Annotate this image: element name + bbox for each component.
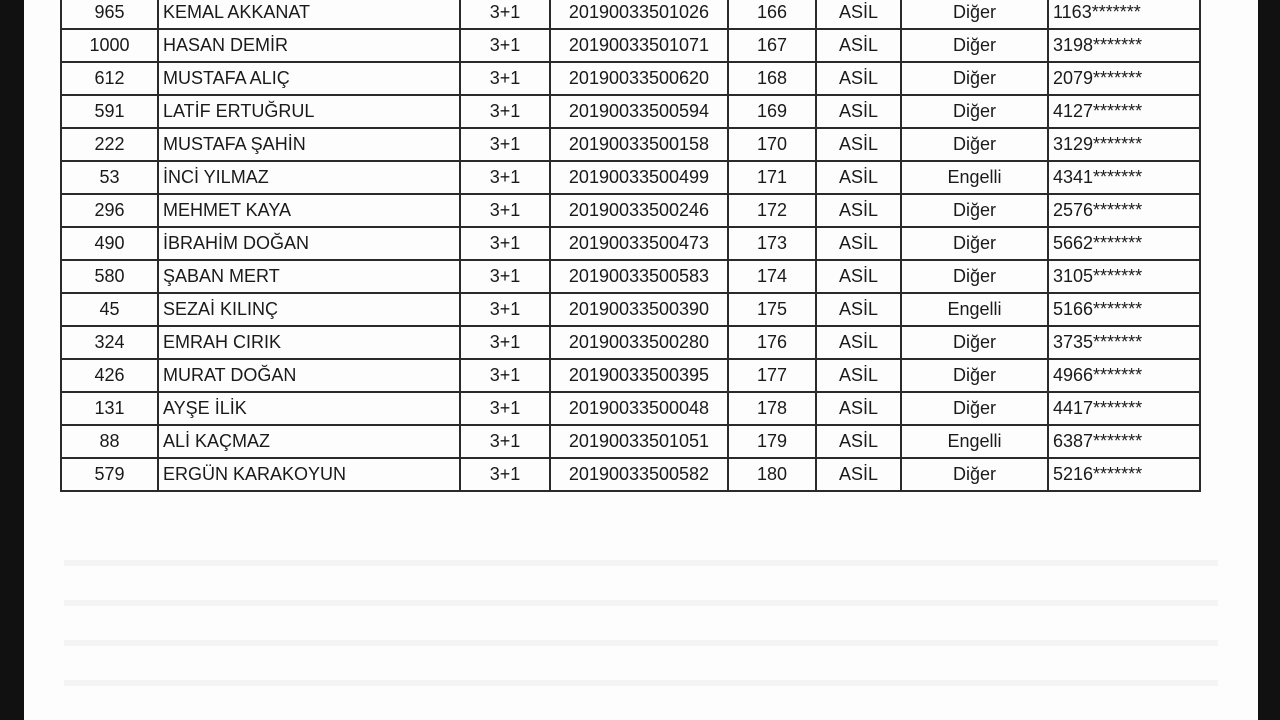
cell-category: Diğer	[901, 260, 1048, 293]
cell-category: Diğer	[901, 0, 1048, 29]
cell-application-no: 20190033500473	[550, 227, 728, 260]
cell-id-number: 4127*******	[1048, 95, 1200, 128]
cell-status: ASİL	[816, 458, 901, 491]
cell-rank: 169	[728, 95, 816, 128]
cell-rank: 173	[728, 227, 816, 260]
cell-rank: 175	[728, 293, 816, 326]
cell-name: İBRAHİM DOĞAN	[158, 227, 460, 260]
table-row	[61, 359, 1200, 392]
cell-list-no: 426	[61, 359, 158, 392]
cell-id-number: 4341*******	[1048, 161, 1200, 194]
cell-category: Diğer	[901, 227, 1048, 260]
table-row	[61, 458, 1200, 491]
cell-application-no: 20190033500158	[550, 128, 728, 161]
cell-rank: 180	[728, 458, 816, 491]
cell-status: ASİL	[816, 293, 901, 326]
cell-rank: 166	[728, 0, 816, 29]
cell-application-no: 20190033500280	[550, 326, 728, 359]
cell-category: Diğer	[901, 458, 1048, 491]
table-row	[61, 128, 1200, 161]
cell-status: ASİL	[816, 326, 901, 359]
cell-house-type: 3+1	[460, 458, 550, 491]
cell-name: LATİF ERTUĞRUL	[158, 95, 460, 128]
cell-application-no: 20190033500583	[550, 260, 728, 293]
cell-status: ASİL	[816, 194, 901, 227]
cell-house-type: 3+1	[460, 227, 550, 260]
cell-name: HASAN DEMİR	[158, 29, 460, 62]
table-row	[61, 62, 1200, 95]
cell-application-no: 20190033501026	[550, 0, 728, 29]
table-body	[61, 0, 1200, 491]
cell-rank: 172	[728, 194, 816, 227]
cell-application-no: 20190033500395	[550, 359, 728, 392]
cell-name: MURAT DOĞAN	[158, 359, 460, 392]
cell-id-number: 3129*******	[1048, 128, 1200, 161]
cell-category: Diğer	[901, 62, 1048, 95]
cell-category: Diğer	[901, 128, 1048, 161]
cell-id-number: 6387*******	[1048, 425, 1200, 458]
faded-text-line	[64, 600, 1218, 606]
cell-status: ASİL	[816, 359, 901, 392]
table-row	[61, 392, 1200, 425]
cell-category: Diğer	[901, 326, 1048, 359]
cell-id-number: 4417*******	[1048, 392, 1200, 425]
faded-text-line	[64, 560, 1218, 566]
cell-list-no: 965	[61, 0, 158, 29]
cell-id-number: 5216*******	[1048, 458, 1200, 491]
cell-rank: 176	[728, 326, 816, 359]
cell-house-type: 3+1	[460, 359, 550, 392]
cell-house-type: 3+1	[460, 425, 550, 458]
cell-name: MUSTAFA ŞAHİN	[158, 128, 460, 161]
table-row	[61, 161, 1200, 194]
cell-list-no: 324	[61, 326, 158, 359]
cell-house-type: 3+1	[460, 392, 550, 425]
cell-category: Diğer	[901, 29, 1048, 62]
cell-name: ERGÜN KARAKOYUN	[158, 458, 460, 491]
cell-rank: 170	[728, 128, 816, 161]
cell-list-no: 591	[61, 95, 158, 128]
cell-id-number: 5166*******	[1048, 293, 1200, 326]
cell-category: Engelli	[901, 161, 1048, 194]
cell-id-number: 4966*******	[1048, 359, 1200, 392]
table-row	[61, 260, 1200, 293]
cell-rank: 171	[728, 161, 816, 194]
cell-category: Engelli	[901, 293, 1048, 326]
cell-status: ASİL	[816, 29, 901, 62]
cell-application-no: 20190033500499	[550, 161, 728, 194]
cell-status: ASİL	[816, 95, 901, 128]
cell-house-type: 3+1	[460, 0, 550, 29]
cell-status: ASİL	[816, 260, 901, 293]
cell-application-no: 20190033500594	[550, 95, 728, 128]
cell-house-type: 3+1	[460, 62, 550, 95]
cell-id-number: 2576*******	[1048, 194, 1200, 227]
cell-status: ASİL	[816, 62, 901, 95]
table-row	[61, 227, 1200, 260]
cell-list-no: 131	[61, 392, 158, 425]
cell-list-no: 53	[61, 161, 158, 194]
cell-application-no: 20190033501051	[550, 425, 728, 458]
cell-list-no: 88	[61, 425, 158, 458]
cell-house-type: 3+1	[460, 260, 550, 293]
cell-application-no: 20190033500620	[550, 62, 728, 95]
cell-list-no: 490	[61, 227, 158, 260]
cell-category: Engelli	[901, 425, 1048, 458]
cell-name: MEHMET KAYA	[158, 194, 460, 227]
cell-list-no: 580	[61, 260, 158, 293]
cell-house-type: 3+1	[460, 326, 550, 359]
cell-name: MUSTAFA ALIÇ	[158, 62, 460, 95]
cell-house-type: 3+1	[460, 293, 550, 326]
table-row	[61, 326, 1200, 359]
table-row	[61, 0, 1200, 29]
cell-rank: 167	[728, 29, 816, 62]
table-row	[61, 425, 1200, 458]
cell-id-number: 1163*******	[1048, 0, 1200, 29]
cell-list-no: 296	[61, 194, 158, 227]
cell-status: ASİL	[816, 128, 901, 161]
cell-category: Diğer	[901, 95, 1048, 128]
cell-application-no: 20190033500246	[550, 194, 728, 227]
cell-application-no: 20190033501071	[550, 29, 728, 62]
cell-category: Diğer	[901, 359, 1048, 392]
cell-id-number: 5662*******	[1048, 227, 1200, 260]
faded-text-line	[64, 680, 1218, 686]
cell-house-type: 3+1	[460, 95, 550, 128]
table-row	[61, 95, 1200, 128]
cell-application-no: 20190033500048	[550, 392, 728, 425]
cell-application-no: 20190033500582	[550, 458, 728, 491]
cell-rank: 168	[728, 62, 816, 95]
cell-rank: 174	[728, 260, 816, 293]
cell-list-no: 222	[61, 128, 158, 161]
cell-house-type: 3+1	[460, 128, 550, 161]
cell-list-no: 612	[61, 62, 158, 95]
cell-status: ASİL	[816, 227, 901, 260]
cell-name: ALİ KAÇMAZ	[158, 425, 460, 458]
cell-name: KEMAL AKKANAT	[158, 0, 460, 29]
cell-rank: 178	[728, 392, 816, 425]
cell-rank: 179	[728, 425, 816, 458]
cell-rank: 177	[728, 359, 816, 392]
table-row	[61, 293, 1200, 326]
cell-house-type: 3+1	[460, 161, 550, 194]
cell-id-number: 3735*******	[1048, 326, 1200, 359]
cell-house-type: 3+1	[460, 194, 550, 227]
cell-name: İNCİ YILMAZ	[158, 161, 460, 194]
document-page	[24, 0, 1258, 720]
cell-name: SEZAİ KILINÇ	[158, 293, 460, 326]
cell-list-no: 45	[61, 293, 158, 326]
table-row	[61, 194, 1200, 227]
cell-status: ASİL	[816, 0, 901, 29]
cell-application-no: 20190033500390	[550, 293, 728, 326]
faded-text-line	[64, 640, 1218, 646]
cell-category: Diğer	[901, 194, 1048, 227]
cell-category: Diğer	[901, 392, 1048, 425]
cell-id-number: 3105*******	[1048, 260, 1200, 293]
cell-house-type: 3+1	[460, 29, 550, 62]
cell-name: EMRAH CIRIK	[158, 326, 460, 359]
cell-status: ASİL	[816, 392, 901, 425]
table-row	[61, 29, 1200, 62]
cell-name: AYŞE İLİK	[158, 392, 460, 425]
cell-list-no: 579	[61, 458, 158, 491]
cell-list-no: 1000	[61, 29, 158, 62]
cell-status: ASİL	[816, 161, 901, 194]
cell-status: ASİL	[816, 425, 901, 458]
cell-id-number: 3198*******	[1048, 29, 1200, 62]
results-table	[60, 0, 1201, 492]
cell-name: ŞABAN MERT	[158, 260, 460, 293]
cell-id-number: 2079*******	[1048, 62, 1200, 95]
